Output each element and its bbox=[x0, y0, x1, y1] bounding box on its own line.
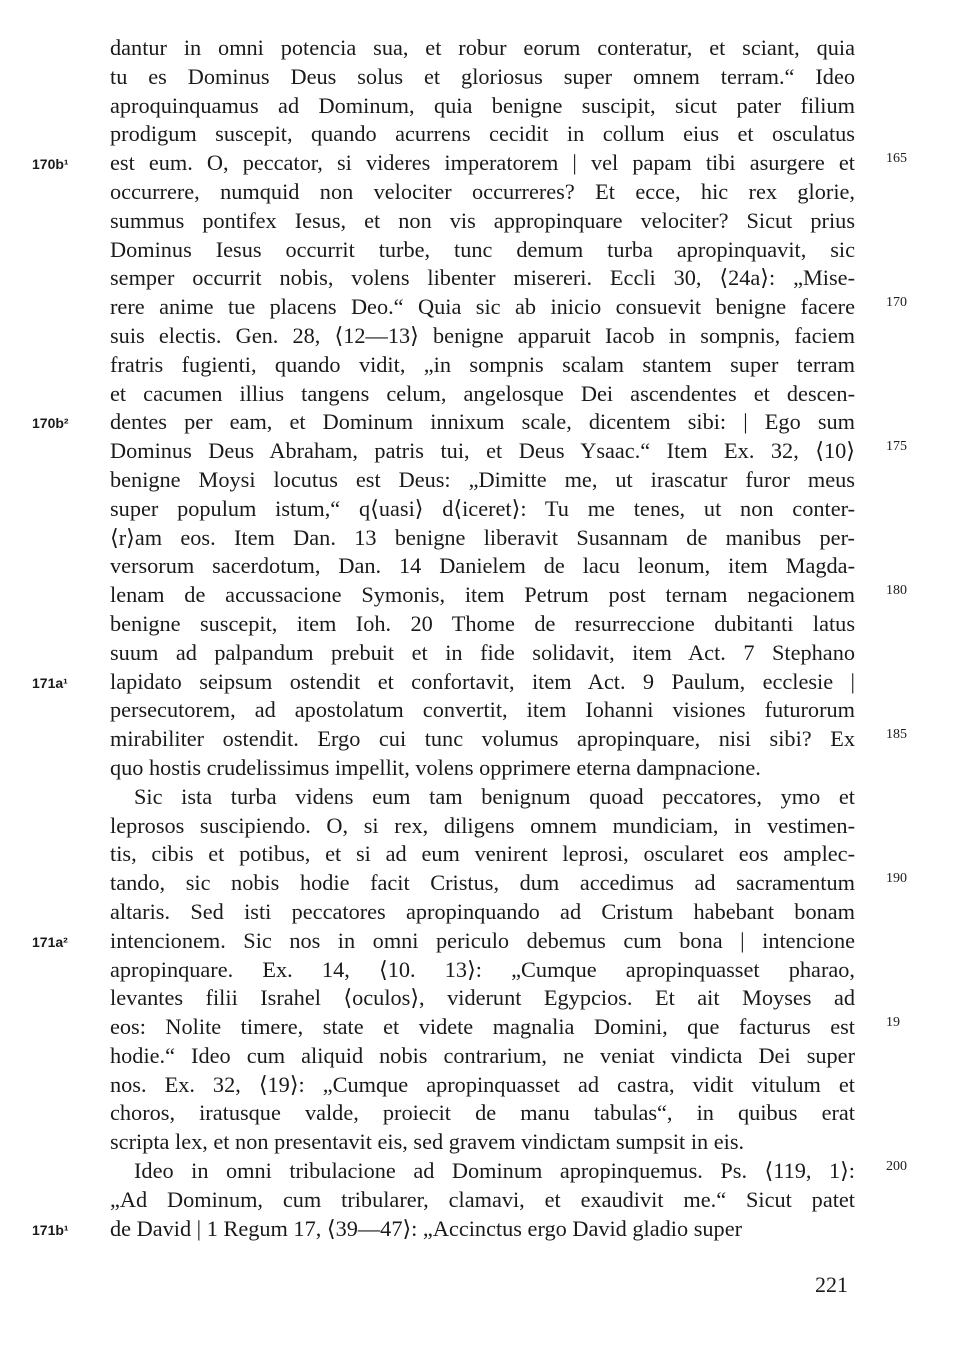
text-line: tis, cibis et potibus, et si ad eum venirent leprosi, oscularet eos amplec- bbox=[110, 841, 855, 867]
text-line: dantur in omni potencia sua, et robur eorum conteratur, et sciant, quia bbox=[110, 35, 855, 60]
text-line: semper occurrit nobis, volens libenter misereri. Eccli 30, ⟨24a⟩: „Mise- bbox=[110, 265, 855, 291]
text-line: Dominus Iesus occurrit turbe, tunc demum turba apropinquavit, sic bbox=[110, 236, 855, 262]
text-line: tando, sic nobis hodie facit Cristus, dum accedimus ad sacramentum bbox=[110, 870, 855, 896]
text-line: et cacumen illius tangens celum, angelosque Dei ascendentes et descen- bbox=[110, 380, 855, 406]
page-number: 221 bbox=[815, 1272, 848, 1297]
line-number: 185 bbox=[886, 727, 907, 743]
text-line: quo hostis crudelissimus impellit, volens opprimere eterna dampnacione. bbox=[110, 754, 761, 780]
line-number: 200 bbox=[886, 1159, 907, 1175]
line-number: 165 bbox=[886, 151, 907, 167]
text-line: aproquinquamus ad Dominum, quia benigne suscipit, sicut pater filium bbox=[110, 92, 855, 118]
text-line: fratris fugienti, quando vidit, „in sompnis scalam stantem super terram bbox=[110, 351, 855, 377]
text-line: ⟨r⟩am eos. Item Dan. 13 benigne liberavit Susannam de manibus per- bbox=[110, 524, 855, 550]
text-line: apropinquare. Ex. 14, ⟨10. 13⟩: „Cumque apropinquasset pharao, bbox=[110, 956, 855, 982]
text-line: mirabiliter ostendit. Ergo cui tunc volumus apropinquare, nisi sibi? Ex bbox=[110, 726, 855, 752]
text-line: Dominus Deus Abraham, patris tui, et Deus Ysaac.“ Item Ex. 32, ⟨10⟩ bbox=[110, 438, 855, 464]
text-line: suis electis. Gen. 28, ⟨12—13⟩ benigne apparuit Iacob in sompnis, faciem bbox=[110, 322, 855, 348]
text-line: dentes per eam, et Dominum innixum scale, dicentem sibi: | Ego sum bbox=[110, 409, 855, 435]
folio-mark: 171a¹ bbox=[32, 674, 68, 691]
text-line: intencionem. Sic nos in omni periculo debemus cum bona | intencione bbox=[110, 927, 855, 953]
line-number: 170 bbox=[886, 295, 907, 311]
text-line: nos. Ex. 32, ⟨19⟩: „Cumque apropinquasset ad castra, vidit vitulum et bbox=[110, 1071, 855, 1097]
text-line: choros, iratusque valde, proiecit de manu tabulas“, in quibus erat bbox=[110, 1100, 855, 1126]
text-line: occurrere, numquid non velociter occurreres? Et ecce, hic rex glorie, bbox=[110, 178, 855, 204]
text-line: Sic ista turba videns eum tam benignum quoad peccatores, ymo et bbox=[134, 783, 855, 809]
folio-mark: 171a² bbox=[32, 933, 68, 950]
text-line: „Ad Dominum, cum tribularer, clamavi, et exaudivit me.“ Sicut patet bbox=[110, 1186, 855, 1212]
folio-mark: 170b² bbox=[32, 415, 69, 432]
text-line: Ideo in omni tribulacione ad Dominum apropinquemus. Ps. ⟨119, 1⟩: bbox=[134, 1158, 855, 1184]
text-line: de David | 1 Regum 17, ⟨39—47⟩: „Accinctus ergo David gladio super bbox=[110, 1215, 743, 1241]
text-line: benigne Moysi locutus est Deus: „Dimitte me, ut irascatur furor meus bbox=[110, 466, 855, 492]
text-line: hodie.“ Ideo cum aliquid nobis contrarium, ne veniat vindicta Dei super bbox=[110, 1042, 855, 1068]
text-line: leprosos suscipiendo. O, si rex, diligens omnem mundiciam, in vestimen- bbox=[110, 812, 855, 838]
text-line: persecutorem, ad apostolatum convertit, item Iohanni visiones futurorum bbox=[110, 697, 855, 723]
text-line: tu es Dominus Deus solus et gloriosus super omnem terram.“ Ideo bbox=[110, 63, 855, 89]
text-line: versorum sacerdotum, Dan. 14 Danielem de lacu leonum, item Magda- bbox=[110, 553, 855, 579]
text-line: benigne suscepit, item Ioh. 20 Thome de resurreccione dubitanti latus bbox=[110, 610, 855, 636]
text-line: lenam de accussacione Symonis, item Petrum post ternam negacionem bbox=[110, 582, 855, 608]
line-number: 175 bbox=[886, 439, 907, 455]
text-line: est eum. O, peccator, si videres imperatorem | vel papam tibi asurgere et bbox=[110, 150, 855, 176]
text-line: levantes filii Israhel ⟨oculos⟩, viderunt Egypcios. Et ait Moyses ad bbox=[110, 985, 855, 1011]
text-line: scripta lex, et non presentavit eis, sed gravem vindictam sumpsit in eis. bbox=[110, 1129, 745, 1155]
folio-mark: 170b¹ bbox=[32, 156, 69, 173]
text-line: lapidato seipsum ostendit et confortavit, item Act. 9 Paulum, ecclesie | bbox=[110, 668, 855, 694]
text-line: altaris. Sed isti peccatores apropinquando ad Cristum habebant bonam bbox=[110, 898, 855, 924]
line-number: 19 bbox=[886, 1015, 900, 1031]
text-line: eos: Nolite timere, state et videte magnalia Domini, que facturus est bbox=[110, 1014, 855, 1040]
line-number: 190 bbox=[886, 871, 907, 887]
text-line: super populum istum,“ q⟨uasi⟩ d⟨iceret⟩: Tu me tenes, ut non conter- bbox=[110, 495, 855, 521]
text-line: suum ad palpandum prebuit et in fide solidavit, item Act. 7 Stephano bbox=[110, 639, 855, 665]
text-line: prodigum suscepit, quando acurrens cecidit in collum eius et osculatus bbox=[110, 121, 855, 147]
text-line: rere anime tue placens Deo.“ Quia sic ab inicio consuevit benigne facere bbox=[110, 294, 855, 320]
folio-mark: 171b¹ bbox=[32, 1221, 69, 1238]
line-number: 180 bbox=[886, 583, 907, 599]
body-text bbox=[110, 34, 855, 1243]
text-line: summus pontifex Iesus, et non vis appropinquare velociter? Sicut prius bbox=[110, 207, 855, 233]
